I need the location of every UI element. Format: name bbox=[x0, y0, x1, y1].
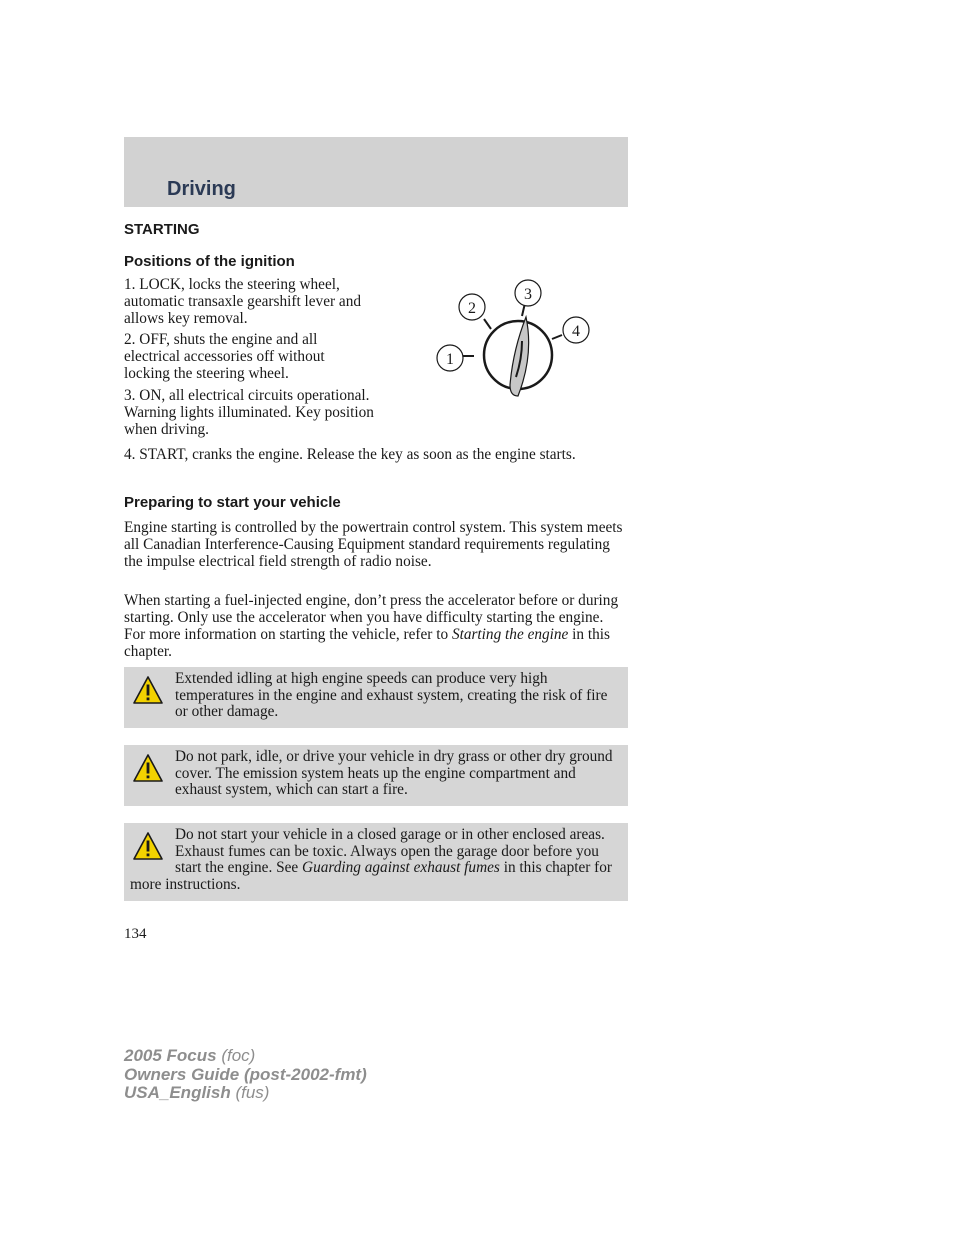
warning-triangle-icon bbox=[132, 753, 164, 783]
ignition-item-3: 3. ON, all electrical circuits operational. Warning lights illuminated. Key position when driving. bbox=[124, 387, 374, 438]
chapter-header-band bbox=[124, 137, 628, 207]
ignition-item-1: 1. LOCK, locks the steering wheel, automatic transaxle gearshift lever and allows key removal. bbox=[124, 276, 361, 327]
footer-line-1: 2005 Focus (foc) bbox=[124, 1046, 256, 1065]
footer-line-3: USA_English (fus) bbox=[124, 1083, 270, 1102]
preparing-paragraph-1: Engine starting is controlled by the powertrain control system. This system meets all Canadian Interference-Causing Equipment standard requirements regulating the impulse electrical field strength of radio noise. bbox=[124, 519, 623, 570]
chapter-title: Driving bbox=[167, 178, 236, 200]
page-number: 134 bbox=[124, 926, 147, 942]
position-label-3 bbox=[515, 280, 541, 306]
preparing-heading: Preparing to start your vehicle bbox=[124, 494, 341, 511]
warning-triangle-icon bbox=[132, 831, 164, 861]
warning-text: Do not park, idle, or drive your vehicle in dry grass or other dry ground cover. The emission system heats up the engine compartment and exhaust system, which can start a fire. bbox=[175, 748, 613, 798]
position-number: 3 bbox=[524, 286, 532, 303]
tick-off bbox=[484, 319, 491, 329]
ignition-diagram bbox=[430, 275, 600, 405]
ignition-item-2: 2. OFF, shuts the engine and all electrical accessories off without locking the steering wheel. bbox=[124, 331, 325, 382]
position-number: 1 bbox=[446, 351, 454, 368]
position-number: 4 bbox=[572, 323, 580, 340]
position-label-4 bbox=[563, 317, 589, 343]
warning-text: Extended idling at high engine speeds can produce very high temperatures in the engine and exhaust system, creating the risk of fire or other damage. bbox=[175, 670, 608, 720]
tick-start bbox=[552, 335, 562, 339]
preparing-paragraph-2: When starting a fuel-injected engine, don’t press the accelerator before or during starting. Only use the accelerator when you have difficulty starting the engine. For more information on starting the vehicle, refer to Starting the engine in this chapter. bbox=[124, 592, 619, 660]
reference-exhaust-fumes: Guarding against exhaust fumes bbox=[302, 859, 500, 876]
warning-triangle-icon bbox=[132, 675, 164, 705]
document-footer bbox=[124, 1047, 367, 1103]
position-number: 2 bbox=[468, 300, 476, 317]
warning-box-idling bbox=[124, 667, 628, 728]
ignition-item-4: 4. START, cranks the engine. Release the key as soon as the engine starts. bbox=[124, 446, 576, 463]
footer-line-2: Owners Guide (post-2002-fmt) bbox=[124, 1064, 367, 1084]
section-title: STARTING bbox=[124, 221, 200, 238]
warning-text: Do not start your vehicle in a closed garage or in other enclosed areas. Exhaust fumes can be toxic. Always open the garage door before you start the engine. See Guarding against exhaust fumes in this chapter for more instructions. bbox=[130, 826, 613, 893]
warning-box-closed-garage bbox=[124, 823, 628, 901]
warning-box-dry-grass bbox=[124, 745, 628, 806]
reference-starting-the-engine: Starting the engine bbox=[451, 626, 569, 643]
position-label-1 bbox=[437, 345, 463, 371]
position-label-2 bbox=[459, 294, 485, 320]
ignition-heading: Positions of the ignition bbox=[124, 253, 295, 270]
